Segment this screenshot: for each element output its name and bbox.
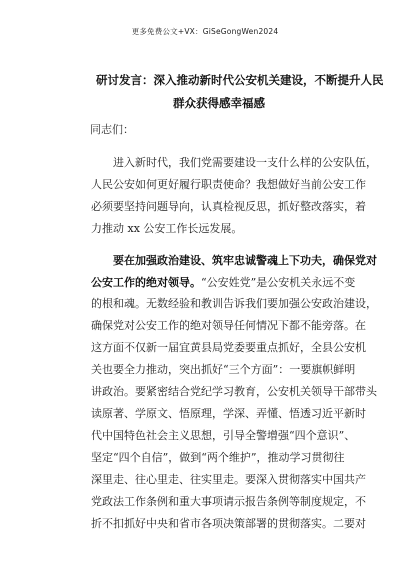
salutation: 同志们： [90, 123, 134, 136]
paragraph-line: 坚定“四个自信”，做到“两个维护”，推动学习贯彻往 [91, 450, 345, 464]
paragraph-line-tail: “公安姓党”是公安机关永远不变 [201, 275, 356, 289]
title-line-2: 群众获得感幸福感 [173, 96, 265, 110]
paragraph-line: 深里走、往心里走、往实里走。要深入贯彻落实中国共产 [91, 472, 366, 486]
paragraph-line [91, 272, 356, 294]
paragraph-line: 代中国特色社会主义思想，引导全警增强“四个意识”、 [91, 428, 356, 442]
document-body [91, 152, 377, 534]
paragraph-line: 必须要坚持问题导向，认真检视反思，抓好整改落实，着 [91, 199, 366, 213]
paragraph-heading-tail: 公安工作的绝对领导。 [91, 275, 201, 289]
paragraph-line: 党政法工作条例和重大事项请示报告条例等制度规定，不 [91, 494, 366, 508]
paragraph-line: 进入新时代，我们党需要建设一支什么样的公安队伍， [91, 156, 377, 169]
paragraph-line: 关也要全力推动，突出抓好“三个方面”：一要旗帜鲜明 [91, 363, 356, 377]
paragraph-line: 力推动 xx 公安工作长远发展。 [91, 221, 243, 235]
paragraph-heading-line: 要在加强政治建设、筑牢忠诚警魂上下功夫，确保党对 [91, 253, 377, 267]
paragraph-line: 确保党对公安工作的绝对领导任何情况下都不能旁落。在 [91, 319, 366, 333]
paragraph-intro [91, 152, 377, 240]
paragraph-line: 的根和魂。无数经验和教训告诉我们要加强公安政治建设， [91, 297, 377, 311]
paragraph-line: 读原著、学原文、悟原理，学深、弄懂、悟透习近平新时 [91, 406, 366, 420]
paragraph-line: 这方面不仅新一届宜黄县局党委要重点抓好，全县公安机 [91, 341, 366, 355]
paragraph-line: 讲政治。要紧密结合党纪学习教育，公安机关领导干部带头 [91, 385, 377, 399]
title-line-1: 研讨发言：深入推动新时代公安机关建设，不断提升人民 [96, 73, 384, 87]
header-note: 更多免费公文+VX：GiSeGongWen2024 [131, 27, 279, 36]
paragraph-line: 折不扣抓好中央和省市各项决策部署的贯彻落实。二要对 [91, 516, 366, 530]
paragraph-political-building [91, 250, 377, 535]
paragraph-line: 人民公安如何更好履行职责使命？我想做好当前公安工作 [91, 177, 366, 191]
document-title [96, 69, 384, 115]
